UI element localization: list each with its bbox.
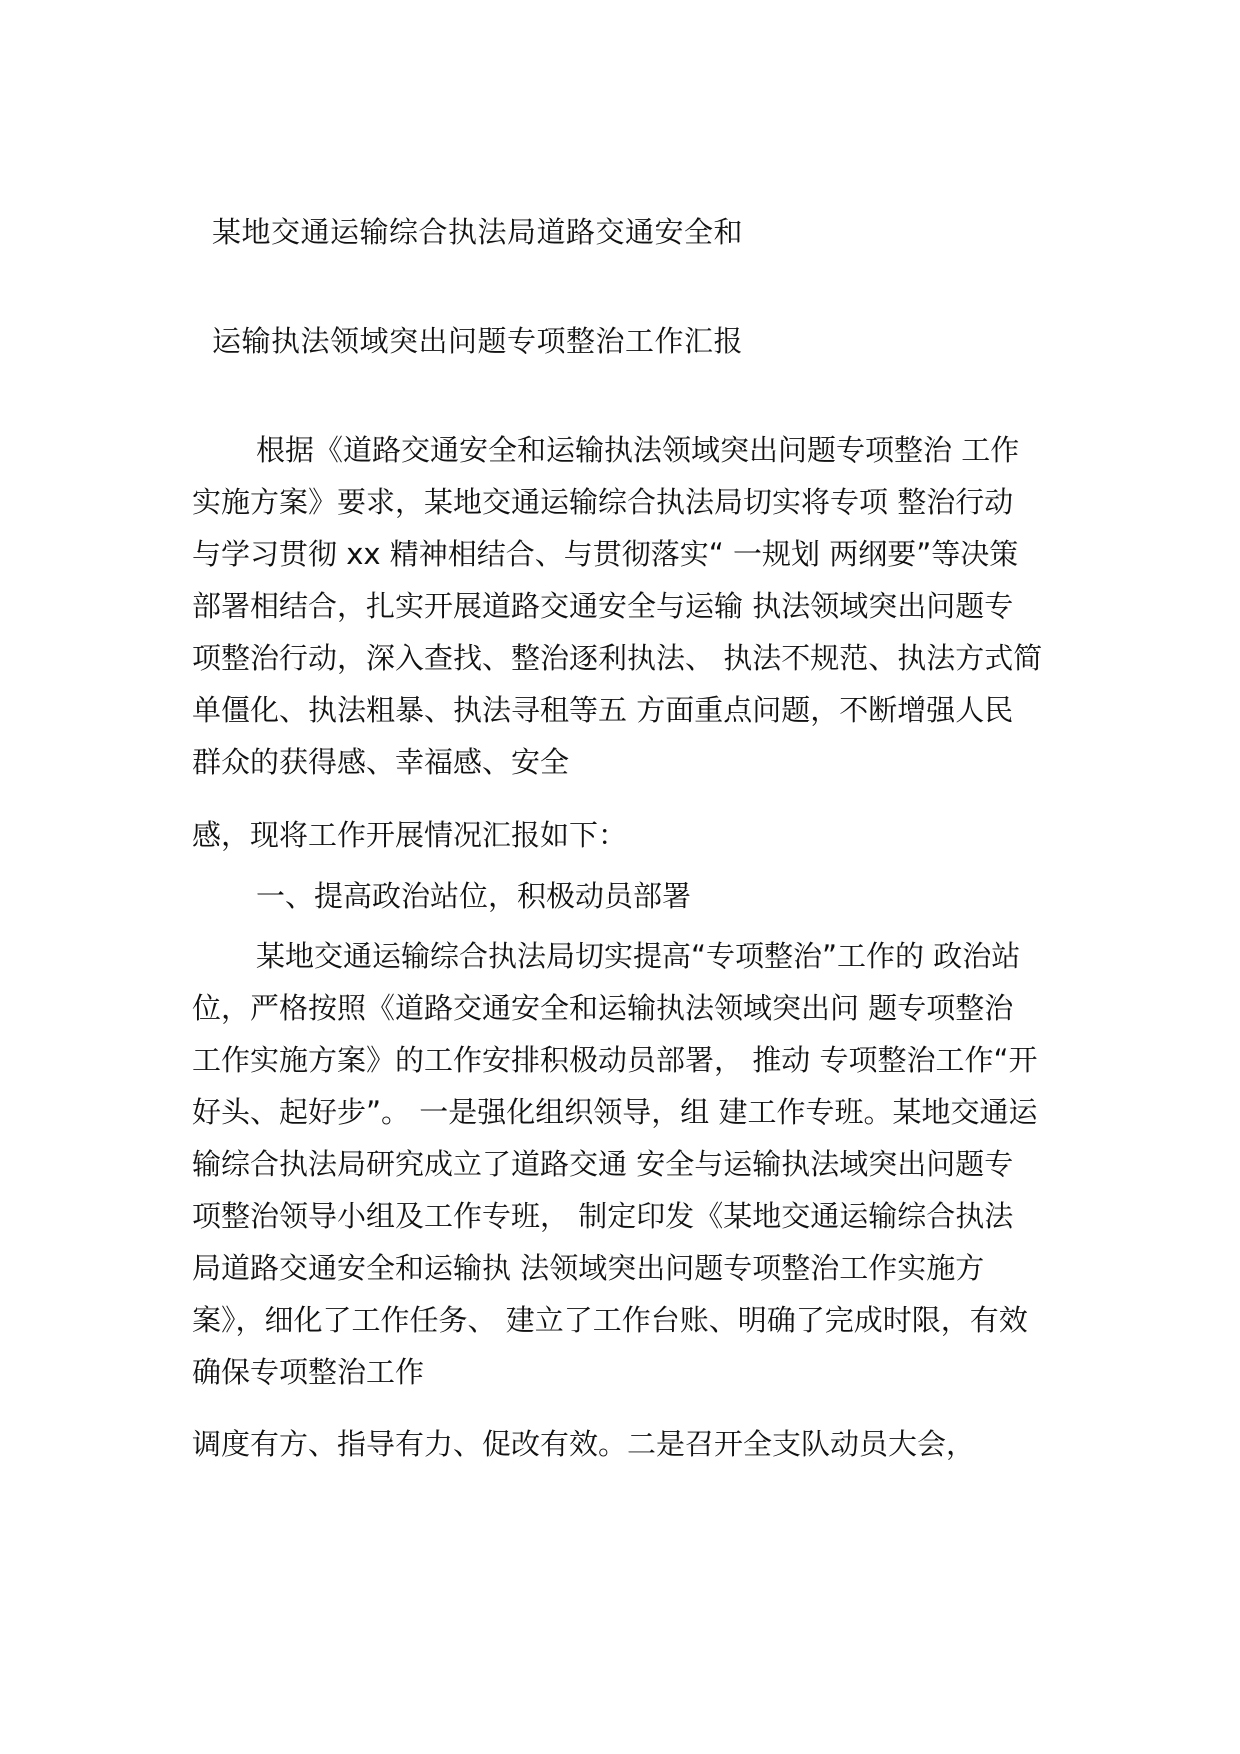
paragraph-2-line-6: 项整治领导小组及工作专班， 制定印发《某地交通运输综合执法 xyxy=(192,1199,1014,1233)
paragraph-1-line-4: 部署相结合，扎实开展道路交通安全与运输 执法领域突出问题专 xyxy=(192,589,1014,623)
paragraph-2-line-7: 局道路交通安全和运输执 法领域突出问题专项整治工作实施方 xyxy=(192,1251,985,1285)
paragraph-2-line-9: 确保专项整治工作 xyxy=(192,1355,425,1389)
paragraph-1-line-5: 项整治行动，深入查找、整治逐利执法、 执法不规范、执法方式简 xyxy=(192,641,1043,675)
paragraph-2 xyxy=(192,930,1072,1398)
paragraph-2-line-8: 案》，细化了工作任务、 建立了工作台账、明确了完成时限，有效 xyxy=(192,1303,1028,1337)
paragraph-1-line-2: 实施方案》要求，某地交通运输综合执法局切实将专项 整治行动 xyxy=(192,485,1014,519)
paragraph-2-line-3: 工作实施方案》的工作安排积极动员部署， 推动 专项整治工作“开 xyxy=(192,1043,1038,1077)
paragraph-2-line-4: 好头、起好步”。 一是强化组织领导，组 建工作专班。某地交通运 xyxy=(192,1095,1038,1129)
paragraph-1-tail xyxy=(192,809,1072,861)
paragraph-2-line-2: 位，严格按照《道路交通安全和运输执法领域突出问 题专项整治 xyxy=(192,991,1014,1025)
section-heading-1 xyxy=(192,870,1072,922)
paragraph-1-line-3: 与学习贯彻 xx 精神相结合、与贯彻落实“ 一规划 两纲要”等决策 xyxy=(192,537,1019,571)
paragraph-2-line-1: 某地交通运输综合执法局切实提高“专项整治”工作的 政治站 xyxy=(256,939,1021,973)
paragraph-2-tail-line: 调度有方、指导有力、促改有效。二是召开全支队动员大会， xyxy=(192,1427,976,1461)
paragraph-1 xyxy=(192,424,1072,788)
paragraph-1-line-7: 群众的获得感、幸福感、安全 xyxy=(192,745,570,779)
document-title-line-1: 某地交通运输综合执法局道路交通安全和 xyxy=(212,215,744,249)
section-heading-1-text: 一、提高政治站位，积极动员部署 xyxy=(256,879,692,913)
paragraph-2-line-5: 输综合执法局研究成立了道路交通 安全与运输执法域突出问题专 xyxy=(192,1147,1014,1181)
paragraph-2-tail xyxy=(192,1418,1072,1470)
paragraph-1-line-1: 根据《道路交通安全和运输执法领域突出问题专项整治 工作 xyxy=(256,433,1020,467)
paragraph-1-line-6: 单僵化、执法粗暴、执法寻租等五 方面重点问题，不断增强人民 xyxy=(192,693,1014,727)
document-title-line-2: 运输执法领域突出问题专项整治工作汇报 xyxy=(212,324,744,358)
paragraph-1-tail-line: 感，现将工作开展情况汇报如下： xyxy=(192,818,628,852)
